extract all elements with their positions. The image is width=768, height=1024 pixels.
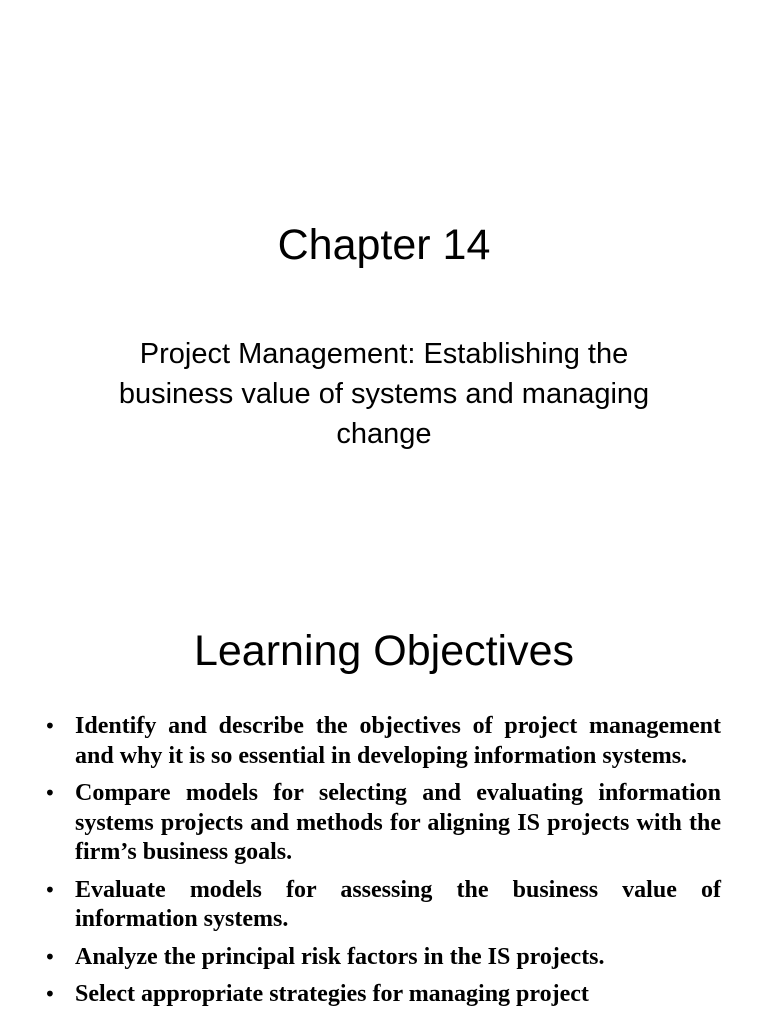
bullet-icon: • xyxy=(44,714,56,738)
objective-item xyxy=(44,980,721,1010)
chapter-title: Chapter 14 xyxy=(277,221,491,269)
chapter-subtitle: Project Management: Establishing the business value of systems and managing change xyxy=(118,338,650,450)
bullet-icon: • xyxy=(44,877,56,902)
objective-item xyxy=(44,712,721,771)
objective-text: Select appropriate strategies for managing project xyxy=(75,981,589,1007)
objective-item xyxy=(44,779,721,868)
bullet-icon: • xyxy=(44,781,56,805)
objectives-list xyxy=(44,712,721,1018)
objective-item xyxy=(44,876,721,935)
bullet-icon: • xyxy=(44,944,56,969)
objective-item xyxy=(44,943,721,973)
objective-text: Analyze the principal risk factors in the IS projects. xyxy=(75,943,605,970)
objective-text: Identify and describe the objectives of project management and why it is so essential in developing information systems. xyxy=(75,713,721,769)
learning-objectives-heading: Learning Objectives xyxy=(193,627,575,675)
objective-text: Compare models for selecting and evaluating information systems projects and methods for aligning IS projects with the firm’s business goals. xyxy=(75,780,721,865)
objective-text: Evaluate models for assessing the business value of information systems. xyxy=(75,876,721,932)
bullet-icon: • xyxy=(44,982,56,1006)
